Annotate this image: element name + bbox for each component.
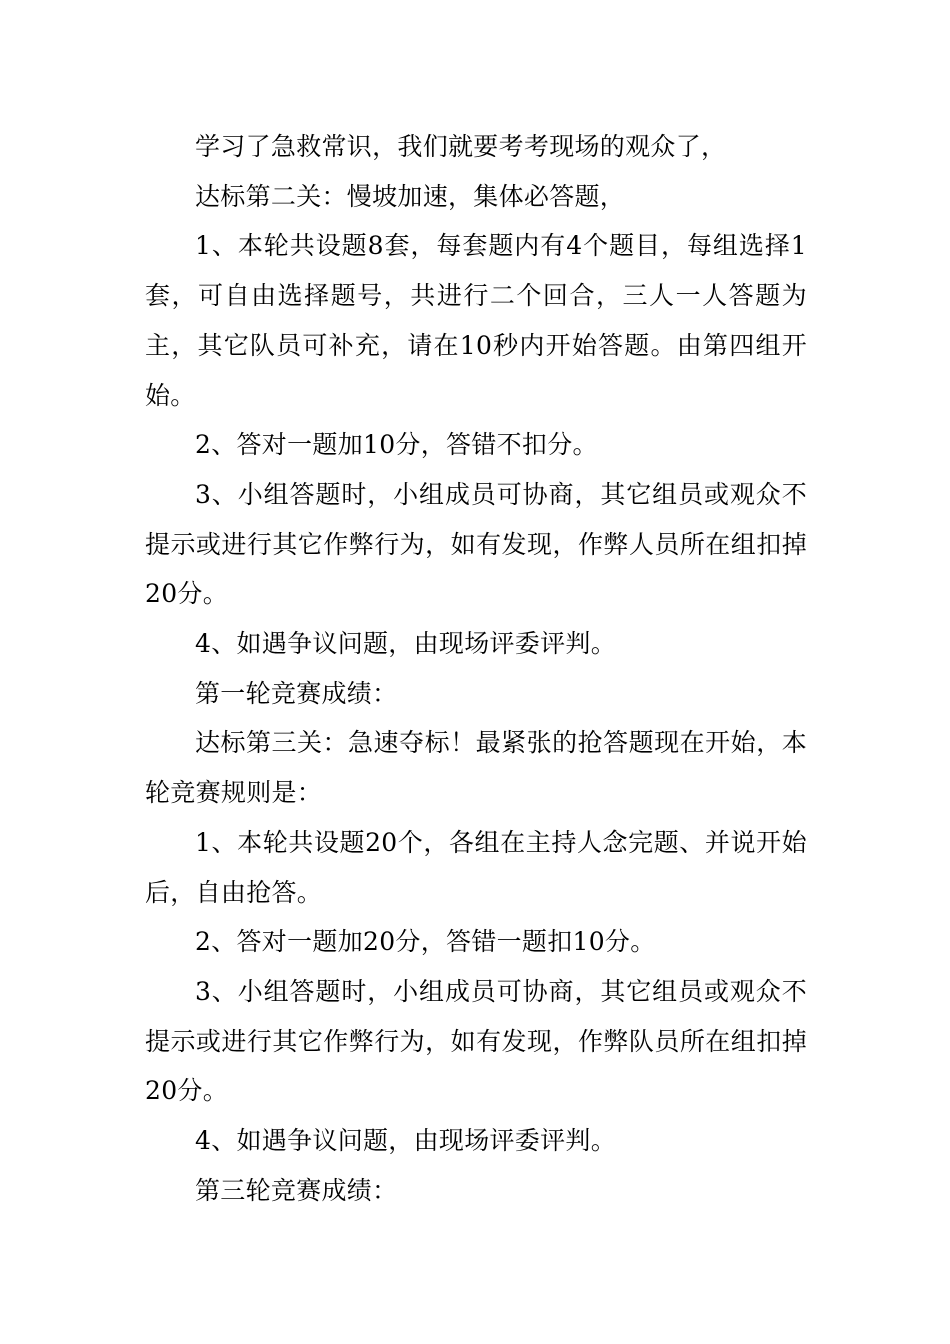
paragraph-stage-three-title: 达标第三关：急速夺标！最紧张的抢答题现在开始，本轮竞赛规则是： bbox=[145, 728, 807, 808]
paragraph-stage-three-rule-1: 1、本轮共设题20个，各组在主持人念完题、并说开始后，自由抢答。 bbox=[145, 827, 807, 907]
paragraph-stage-three-rule-2: 2、答对一题加20分，答错一题扣10分。 bbox=[195, 927, 656, 957]
paragraph-stage-three-rule-4: 4、如遇争议问题，由现场评委评判。 bbox=[195, 1126, 617, 1156]
paragraph-stage-two-title: 达标第二关：慢坡加速，集体必答题， bbox=[195, 181, 626, 211]
paragraph-intro: 学习了急救常识，我们就要考考现场的观众了， bbox=[195, 132, 727, 161]
paragraph-stage-three-rule-3: 3、小组答题时，小组成员可协商，其它组员或观众不提示或进行其它作弊行为，如有发现，作弊队员所在组扣掉20分。 bbox=[145, 976, 807, 1106]
paragraph-stage-two-rule-1: 1、本轮共设题8套，每套题内有4个题目，每组选择1套，可自由选择题号，共进行二个回合，三人一人答题为主，其它队员可补充，请在10秒内开始答题。由第四组开始。 bbox=[145, 231, 807, 410]
paragraph-round-three-results: 第三轮竞赛成绩： bbox=[195, 1175, 398, 1205]
document-body bbox=[145, 122, 807, 1215]
paragraph-stage-two-rule-3: 3、小组答题时，小组成员可协商，其它组员或观众不提示或进行其它作弊行为，如有发现，作弊人员所在组扣掉20分。 bbox=[145, 479, 807, 609]
paragraph-stage-two-rule-4: 4、如遇争议问题，由现场评委评判。 bbox=[195, 629, 617, 659]
paragraph-stage-two-rule-2: 2、答对一题加10分，答错不扣分。 bbox=[195, 430, 598, 460]
paragraph-round-one-results: 第一轮竞赛成绩： bbox=[195, 678, 398, 708]
